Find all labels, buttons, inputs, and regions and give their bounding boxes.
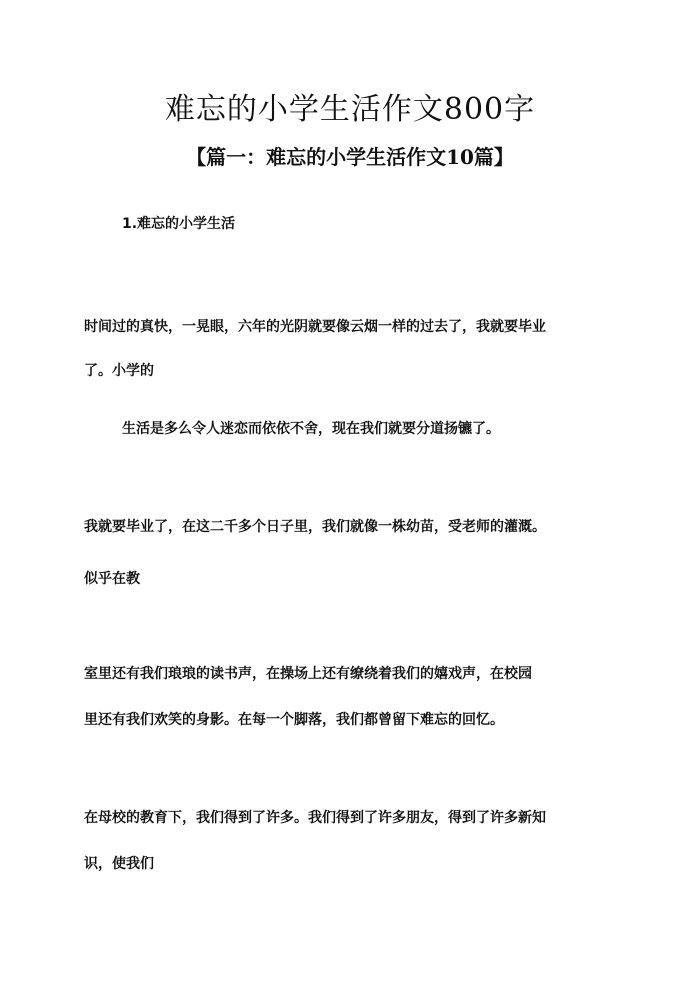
text-line: 生活是多么令人迷恋而依依不舍，现在我们就要分道扬镳了。: [122, 421, 500, 437]
section-heading: 1.难忘的小学生活: [122, 216, 236, 232]
text-line: 时间过的真快，一晃眼，六年的光阴就要像云烟一样的过去了，我就要毕业: [84, 319, 546, 335]
text-line: 里还有我们欢笑的身影。在每一个脚落，我们都曾留下难忘的回忆。: [84, 712, 504, 728]
text-line: 在母校的教育下，我们得到了许多。我们得到了许多朋友，得到了许多新知: [84, 810, 546, 826]
text-line: 室里还有我们琅琅的读书声，在操场上还有缭绕着我们的嬉戏声，在校园: [84, 666, 532, 682]
text-line: 识，使我们: [84, 856, 154, 872]
document-title: 难忘的小学生活作文800字: [164, 92, 536, 127]
document-subtitle: 【篇一：难忘的小学生活作文10篇】: [186, 145, 514, 169]
text-line: 似乎在教: [84, 571, 140, 587]
text-line: 了。小学的: [84, 363, 154, 379]
text-line: 我就要毕业了，在这二千多个日子里，我们就像一株幼苗，受老师的灌溉。: [84, 519, 546, 535]
